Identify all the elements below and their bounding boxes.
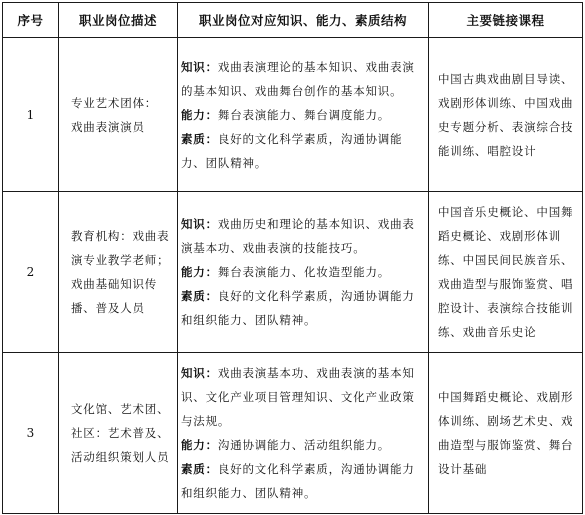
courses-cell: 中国舞蹈史概论、戏剧形体训练、剧场艺术史、戏曲造型与服饰鉴赏、舞台设计基础: [429, 353, 583, 514]
header-position: 职业岗位描述: [59, 3, 178, 38]
position-cell: [59, 38, 178, 192]
quality-label: 素质：: [181, 131, 218, 146]
knowledge-cell: [178, 38, 429, 192]
header-row: [3, 3, 583, 38]
row-number: 2: [3, 192, 59, 353]
ability-label: 能力：: [181, 438, 218, 452]
position-cell: [59, 353, 178, 514]
ability-paragraph: [181, 433, 422, 457]
position-cell: [59, 192, 178, 353]
knowledge-cell: [178, 353, 429, 514]
knowledge-label: 知识：: [181, 217, 218, 231]
quality-text: 良好的文化科学素质，沟通协调能力、团队精神。: [181, 131, 403, 170]
quality-paragraph: [181, 127, 422, 175]
career-course-table: [2, 2, 583, 514]
knowledge-label: 知识：: [181, 366, 218, 380]
ability-text: 舞台表演能力、化妆造型能力。: [217, 265, 391, 279]
position-line: 戏曲表演演员: [71, 119, 145, 134]
quality-paragraph: [181, 284, 422, 332]
knowledge-paragraph: [181, 212, 422, 260]
header-courses: 主要链接课程: [429, 3, 583, 38]
courses-cell: 中国古典戏曲剧目导读、戏剧形体训练、中国戏曲史专题分析、表演综合技能训练、唱腔设计: [429, 38, 583, 192]
ability-text: 舞台表演能力、舞台调度能力。: [217, 107, 391, 122]
knowledge-text: 戏曲历史和理论的基本知识、戏曲表演基本功、戏曲表演的技能技巧。: [181, 217, 415, 255]
ability-label: 能力：: [181, 107, 218, 122]
row-number: 3: [3, 353, 59, 514]
ability-text: 沟通协调能力、活动组织能力。: [217, 438, 391, 452]
position-line: 教育机构：戏曲表演专业教学老师；: [71, 229, 170, 267]
position-line: 专业艺术团体：: [71, 95, 158, 110]
ability-paragraph: [181, 260, 422, 284]
knowledge-label: 知识：: [181, 59, 218, 74]
table-row: [3, 192, 583, 353]
quality-text: 良好的文化科学素质，沟通协调能力和组织能力、团队精神。: [181, 289, 415, 327]
knowledge-paragraph: [181, 55, 422, 103]
knowledge-text: 戏曲表演理论的基本知识、戏曲表演的基本知识、戏曲舞台创作的基本知识。: [181, 59, 415, 98]
header-seq: 序号: [3, 3, 59, 38]
knowledge-text: 戏曲表演基本功、戏曲表演的基本知识、文化产业项目管理知识、文化产业政策与法规。: [181, 366, 415, 428]
ability-label: 能力：: [181, 265, 218, 279]
quality-label: 素质：: [181, 289, 218, 303]
table-row: [3, 38, 583, 192]
quality-text: 良好的文化科学素质，沟通协调能力和组织能力、团队精神。: [181, 462, 415, 500]
row-number: 1: [3, 38, 59, 192]
quality-paragraph: [181, 457, 422, 505]
position-line: 文化馆、艺术团、社区：艺术普及、活动组织策划人员: [71, 402, 170, 464]
ability-paragraph: [181, 103, 422, 127]
header-knowledge: 职业岗位对应知识、能力、素质结构: [178, 3, 429, 38]
courses-cell: 中国音乐史概论、中国舞蹈史概论、戏剧形体训练、中国民间民族音乐、戏曲造型与服饰鉴赏、唱腔设计、表演综合技能训练、戏曲音乐史论: [429, 192, 583, 353]
knowledge-cell: [178, 192, 429, 353]
quality-label: 素质：: [181, 462, 218, 476]
position-line: 戏曲基础知识传播、普及人员: [71, 277, 158, 315]
table-row: [3, 353, 583, 514]
knowledge-paragraph: [181, 361, 422, 433]
